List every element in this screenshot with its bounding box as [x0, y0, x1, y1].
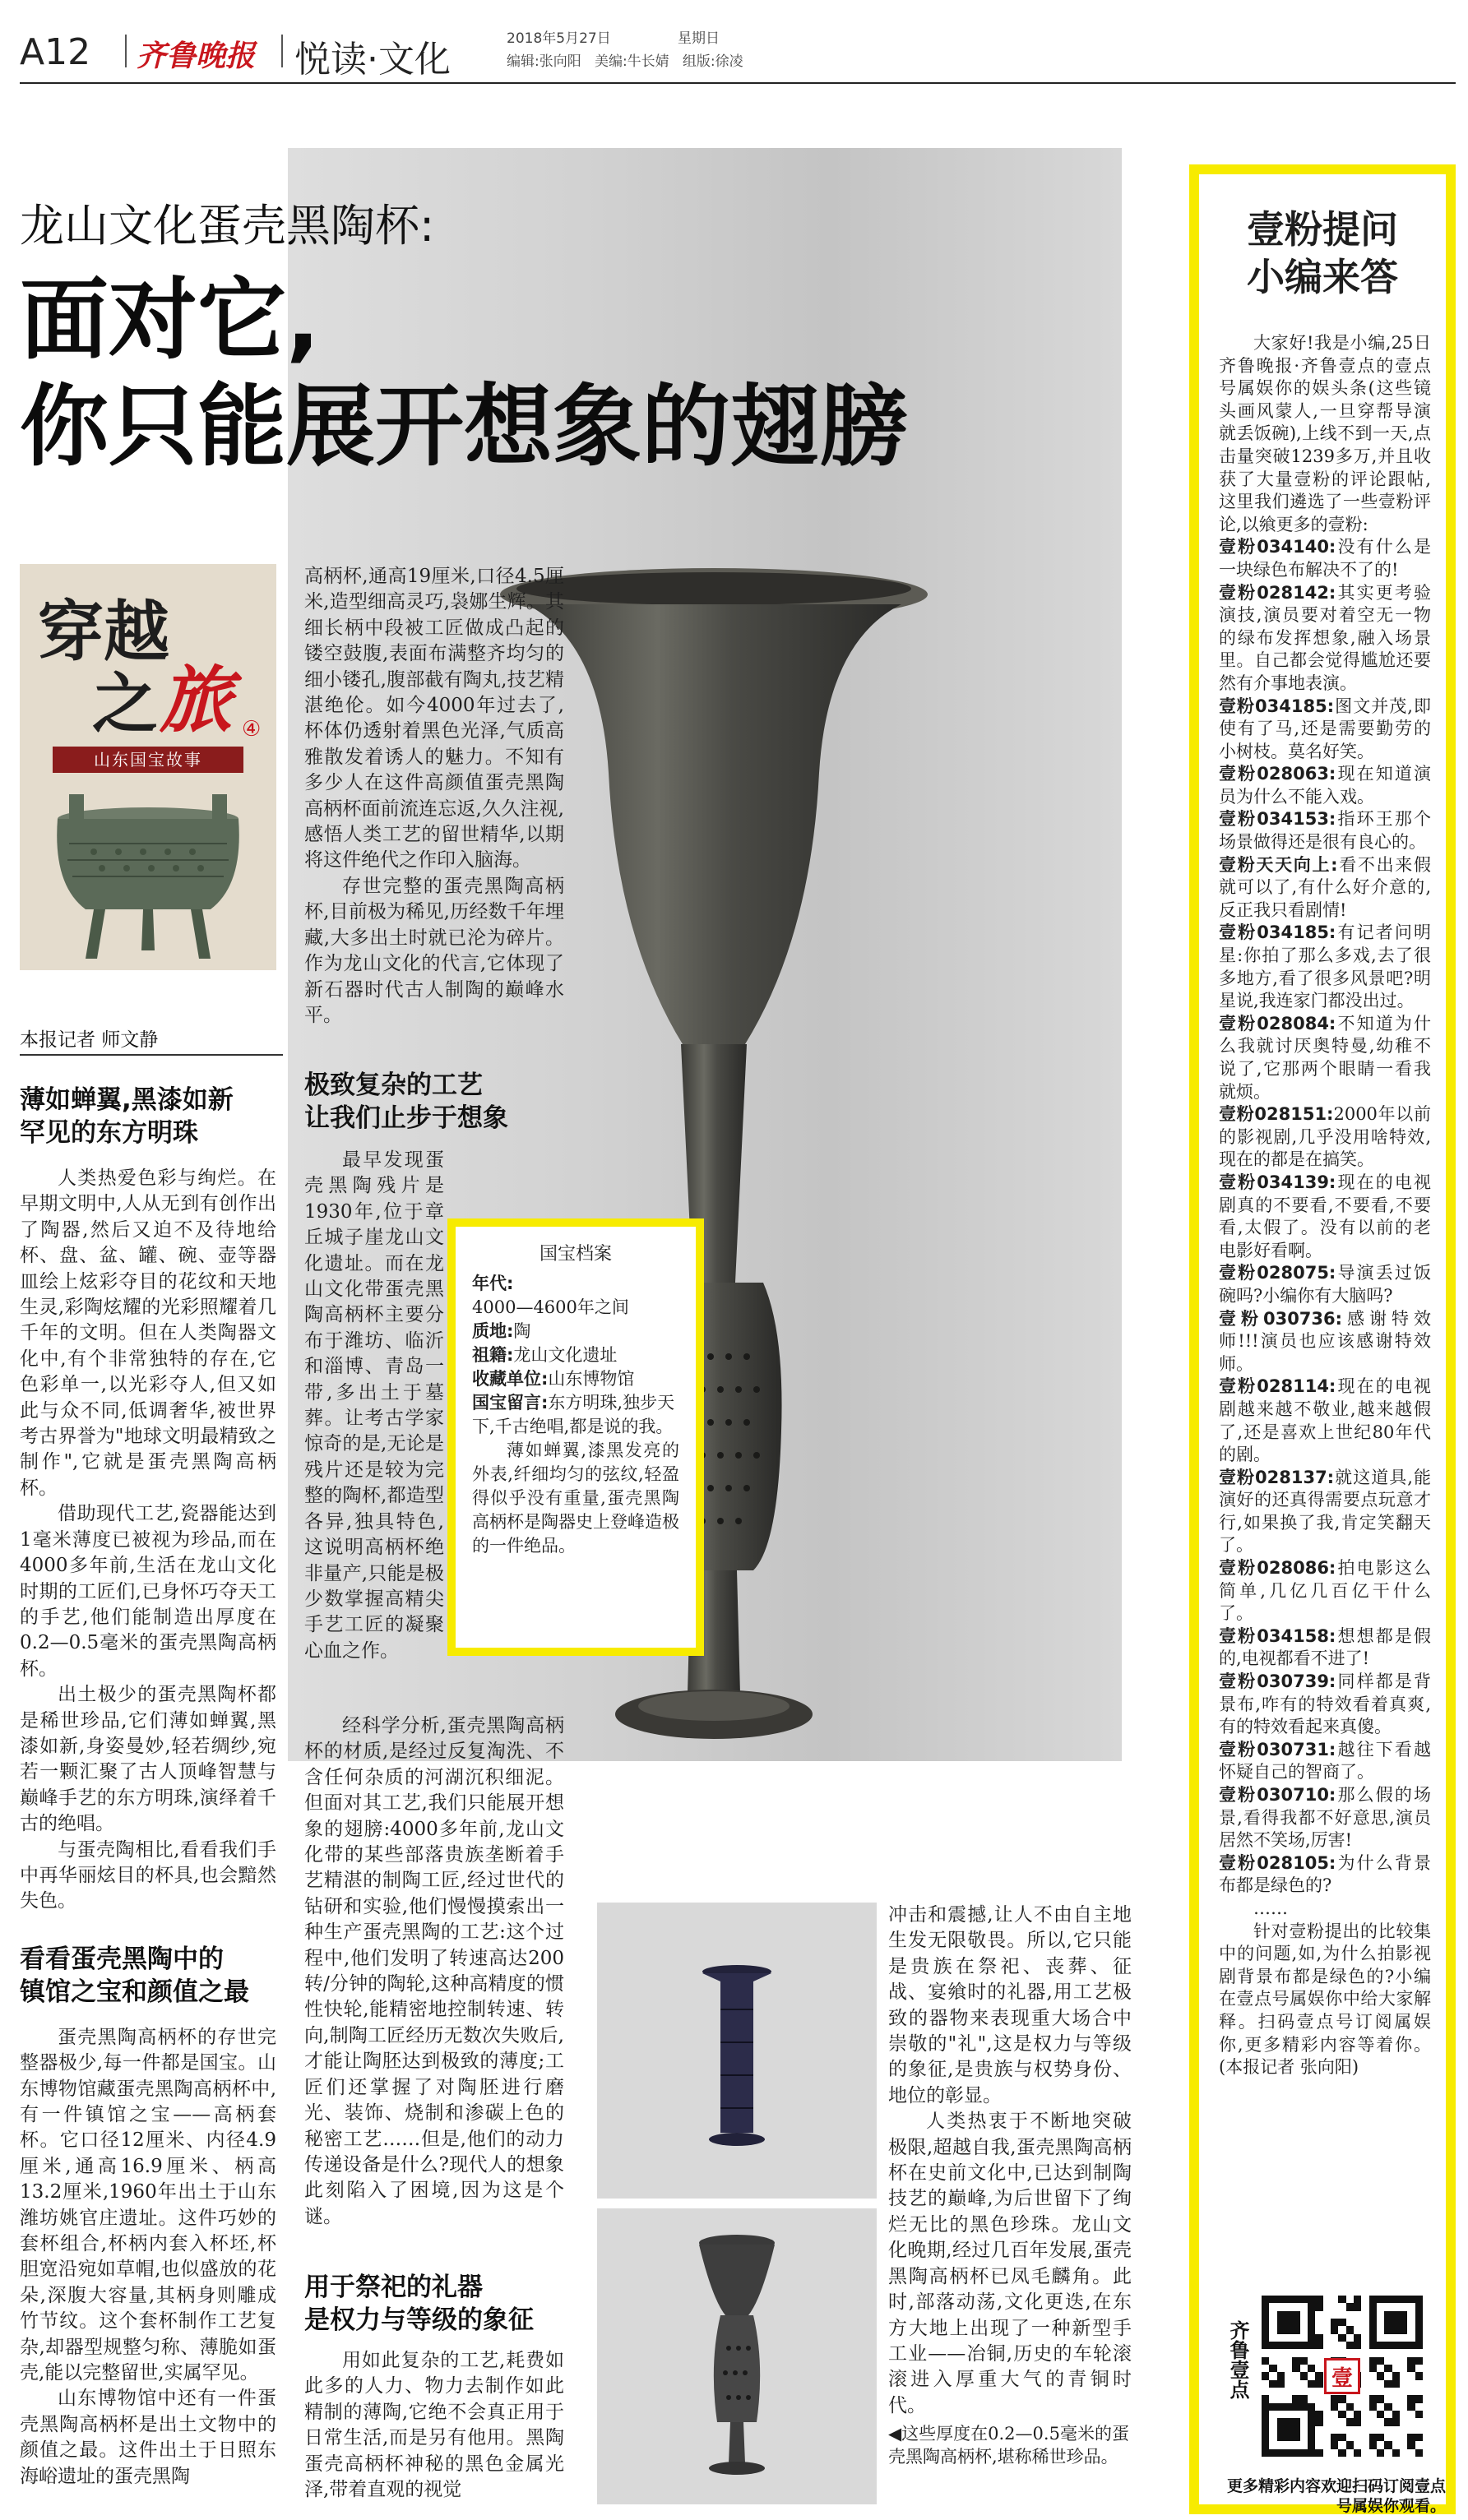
archive-row — [472, 1320, 679, 1343]
right-column — [888, 1903, 1132, 2416]
qa-item-user: 壹粉天天向上: — [1219, 854, 1338, 875]
qa-item — [1219, 1671, 1431, 1739]
qa-item — [1219, 1308, 1431, 1376]
qa-item-user: 壹粉030710: — [1219, 1785, 1336, 1805]
mid-body-2 — [304, 1148, 444, 1664]
qa-footer: 更多精彩内容欢迎扫码订阅壹点号属娱你观看。 — [1226, 2477, 1446, 2515]
qa-item-text: 为什么背景布都是绿色的? — [1219, 1852, 1432, 1896]
qa-item — [1219, 536, 1431, 581]
page-header — [20, 26, 1451, 81]
archive-row — [472, 1343, 679, 1367]
qa-item-text: 拍电影这么简单,几亿几百亿干什么了。 — [1219, 1558, 1432, 1624]
paragraph: 出土极少的蛋壳黑陶杯都是稀世珍品,它们薄如蝉翼,黑漆如新,身姿曼妙,轻若绸纱,宛若一颗汇聚了古人顶峰智慧与巅峰手艺的东方明珠,演绎着千古的绝唱。 — [20, 1684, 276, 1835]
archive-value: 东方明珠,独步天下,千古绝唱,都是说的我。 — [472, 1393, 675, 1436]
qa-item-user: 壹粉028084: — [1219, 1013, 1336, 1033]
qa-item-user: 壹粉034139: — [1219, 1172, 1336, 1192]
mid-column-narrow — [304, 1148, 444, 1723]
badge-subtitle: 山东国宝故事 — [53, 747, 243, 773]
headline-line1: 面对它, — [20, 269, 321, 372]
qa-item-user: 壹粉034185: — [1219, 922, 1336, 943]
page-number: A12 — [20, 31, 91, 73]
qa-item-user: 壹粉034140: — [1219, 537, 1336, 557]
badge-title-a: 穿越 — [38, 594, 169, 670]
badge-title-c: 旅 — [160, 657, 233, 742]
qa-item-user: 壹粉028142: — [1219, 582, 1336, 603]
small-photo-1 — [597, 1903, 877, 2199]
qa-item — [1219, 1625, 1431, 1671]
paragraph: 高柄杯,通高19厘米,口径4.5厘米,造型细高灵巧,袅娜生辉。其细长柄中段被工匠做成凸起的镂空鼓腹,表面布满整齐均匀的细小镂孔,腹部截有陶丸,技艺精湛绝伦。如今4000年过去了,杯体仍透射着黑色光泽,气质高雅散发着诱人的魅力。不知有多少人在这件高颜值蛋壳黑陶高柄杯面前流连忘返,久久注视,感悟人类工艺的留世精华,以期将这件绝代之作印入脑海。 — [304, 566, 564, 872]
mid-body-4 — [304, 2348, 564, 2503]
qr-center-logo: 壹 — [1324, 2358, 1360, 2394]
header-divider — [125, 35, 127, 67]
archive-title: 国宝档案 — [539, 1244, 612, 1265]
qa-item-text: 图文并茂,即使有了马,还是需要勤劳的小树枝。莫名好笑。 — [1219, 696, 1431, 761]
qa-item-user: 壹粉034153: — [1219, 809, 1336, 830]
qa-item — [1219, 1376, 1431, 1466]
qa-title-line2: 小编来答 — [1247, 255, 1398, 299]
qa-item — [1219, 1467, 1431, 1557]
archive-box — [447, 1218, 704, 1656]
qa-item-text: 现在知道演员为什么不能入戏。 — [1219, 764, 1432, 807]
qa-item-user: 壹粉028151: — [1219, 1104, 1334, 1125]
qa-item — [1219, 1739, 1431, 1784]
qa-item-text: 就这道具,能演好的还真得需要点玩意才行,如果换了我,肯定笑翻天了。 — [1219, 1467, 1431, 1556]
section-title: 悦读·文化 — [294, 39, 451, 81]
mid-column-end — [304, 2348, 564, 2513]
mid-body-1 — [304, 564, 564, 1029]
photo-caption: ◀这些厚度在0.2—0.5毫米的蛋壳黑陶高柄杯,堪称稀世珍品。 — [888, 2424, 1129, 2467]
qa-item — [1219, 1262, 1431, 1307]
qa-outro-text: 针对壹粉提出的比较集中的问题,如,为什么拍影视剧背景布都是绿色的?小编在壹点号属娱你中给大家解释。扫码壹点号订阅属娱你,更多精彩内容等着你。 — [1219, 1921, 1431, 2055]
qa-item-user: 壹粉028114: — [1219, 1376, 1336, 1397]
qa-item — [1219, 1557, 1431, 1625]
badge-number: ④ — [242, 717, 262, 742]
qr-side-label: 齐鲁壹点 — [1226, 2320, 1249, 2399]
header-date: 2018年5月27日 — [507, 30, 611, 47]
qa-outro-byline: (本报记者 张向阳) — [1219, 2057, 1359, 2078]
left-body — [20, 1166, 276, 1915]
header-divider — [281, 35, 283, 67]
subhead-ritual-vessel: 用于祭祀的礼器 是权力与等级的象征 — [304, 2273, 534, 2335]
qa-item — [1219, 582, 1431, 696]
subhead-thin-as-cicada: 薄如蝉翼,黑漆如新 罕见的东方明珠 — [20, 1085, 234, 1148]
badge-title-b: 之 — [92, 666, 158, 742]
left-body-2 — [20, 2025, 276, 2490]
byline: 本报记者 师文静 — [20, 1029, 159, 1051]
qa-item-user: 壹粉034158: — [1219, 1625, 1336, 1646]
qa-item — [1219, 1013, 1431, 1103]
qa-item-text: 那么假的场景,看得我都不好意思,演员居然不笑场,厉害! — [1219, 1785, 1432, 1851]
qa-item — [1219, 854, 1431, 922]
subhead-museum-treasure: 看看蛋壳黑陶中的 镇馆之宝和颜值之最 — [20, 1944, 249, 2007]
archive-row — [472, 1296, 679, 1320]
left-column — [20, 1084, 276, 2514]
mid-column-bottom — [304, 1713, 564, 2240]
qa-item — [1219, 1172, 1431, 1262]
qa-item-text: 越往下看越怀疑自己的智商了。 — [1219, 1739, 1432, 1782]
qa-item-text: 看不出来假就可以了,有什么好介意的,反正我只看剧情! — [1219, 854, 1431, 920]
qa-item-user: 壹粉028105: — [1219, 1852, 1336, 1873]
qa-item — [1219, 922, 1431, 1012]
qa-item — [1219, 1852, 1431, 1898]
archive-label: 国宝留言: — [472, 1393, 549, 1413]
archive-value: 4000—4600年之间 — [472, 1297, 629, 1317]
qa-qr-area — [1219, 2296, 1447, 2493]
archive-row — [472, 1272, 679, 1296]
qa-item-text: 没有什么是一块绿色布解决不了的! — [1219, 537, 1432, 580]
bronze-vessel-image — [20, 786, 276, 967]
qa-item-text: 同样都是背景布,咋有的特效看着真爽,有的特效看起来真傻。 — [1219, 1672, 1432, 1737]
cup-image — [597, 1903, 877, 2199]
small-photo-2 — [597, 2208, 877, 2504]
qa-item — [1219, 1784, 1431, 1852]
paragraph: 蛋壳黑陶高柄杯的存世完整器极少,每一件都是国宝。山东博物馆藏蛋壳黑陶高柄杯中,有一件镇馆之宝——高柄套杯。它口径12厘米、内径4.9厘米,通高16.9厘米、柄高13.2厘米,1960年出土于山东潍坊姚官庄遗址。这件巧妙的套杯组合,杯柄内套入杯坯,杯胆宽沿宛如草帽,也似盛放的花朵,深腹大容量,其柄身则雕成竹节纹。这个套杯制作工艺复杂,却器型规整匀称、薄脆如蛋壳,能以完整留世,实属罕见。 — [20, 2026, 276, 2384]
series-badge — [20, 564, 276, 970]
archive-note: 薄如蝉翼,漆黑发亮的外表,纤细均匀的弦纹,轻盈得似乎没有重量,蛋壳黑陶高柄杯是陶器史上登峰造极的一件绝品。 — [472, 1440, 679, 1556]
qa-item-text: 导演丢过饭碗吗?小编你有大脑吗? — [1219, 1263, 1432, 1306]
paragraph: 人类热爱色彩与绚烂。在早期文明中,人从无到有创作出了陶器,然后又迫不及待地给杯、盘、盆、罐、碗、壶等器皿绘上炫彩夺目的花纹和天地生灵,彩陶炫耀的光彩照耀着几千年的文明。但在人类陶器文化中,有个非常独特的存在,它色彩单一,以光彩夺人,但又如此与众不同,低调奢华,被世界考古界誉为"地球文明最精致之制作",它就是蛋壳黑陶高柄杯。 — [20, 1168, 276, 1499]
qa-item — [1219, 808, 1431, 853]
cup-image — [597, 2208, 877, 2504]
qa-item-user: 壹粉028075: — [1219, 1263, 1336, 1283]
qa-item-user: 壹粉030736: — [1219, 1308, 1343, 1329]
qa-item-text: 现在的电视剧真的不要看,不要看,不要看,太假了。没有以前的老电影好看啊。 — [1219, 1172, 1432, 1260]
qa-item-user: 壹粉028137: — [1219, 1467, 1335, 1487]
qa-title-line1: 壹粉提问 — [1247, 207, 1398, 252]
archive-label: 收藏单位: — [472, 1369, 549, 1389]
paper-logo: 齐鲁晚报 — [137, 39, 256, 73]
qa-item-text: 想想都是假的,电视都看不进了! — [1219, 1625, 1432, 1669]
paragraph: 经科学分析,蛋壳黑陶高柄杯的材质,是经过反复淘洗、不含任何杂质的河湖沉积细泥。但面对其工艺,我们只能展开想象的翅膀:4000多年前,龙山文化带的某些部落贵族垄断着手艺精湛的制陶工匠,经过世代的钻研和实验,他们慢慢摸索出一种生产蛋壳黑陶的工艺:这个过程中,他们发明了转速高达200转/分钟的陶轮,这种高精度的惯性快轮,能精密地控制转速、转向,制陶工匠经历无数次失败后,才能让陶胚达到极致的薄度;工匠们还掌握了对陶胚进行磨光、装饰、烧制和渗碳上色的秘密工艺……但是,他们的动力传递设备是什么?现代人的想象此刻陷入了困境,因为这是个谜。 — [304, 1715, 564, 2227]
qa-item-text: 指环王那个场景做得还是很有良心的。 — [1219, 809, 1432, 853]
paragraph: 冲击和震撼,让人不由自主地生发无限敬畏。所以,它只能是贵族在祭祀、丧葬、征战、宴飨时的礼器,用工艺极致的器物来表现重大场合中崇敬的"礼",这是权力与等级的象征,是贵族与权势身份、地位的彰显。 — [888, 1904, 1132, 2106]
qa-item-user: 壹粉030739: — [1219, 1672, 1336, 1692]
header-rule — [20, 82, 1456, 84]
paragraph: 存世完整的蛋壳黑陶高柄杯,目前极为稀见,历经数千年埋藏,大多出土时就已沦为碎片。作为龙山文化的代言,它体现了新石器时代古人制陶的巅峰水平。 — [304, 875, 564, 1026]
qa-ellipsis: …… — [1253, 1898, 1288, 1918]
archive-value: 陶 — [513, 1321, 531, 1341]
qa-body — [1199, 332, 1446, 2079]
qa-intro: 大家好!我是小编,25日齐鲁晚报·齐鲁壹点的壹点号属娱你的娱头条(这些镜头画风蒙人,一旦穿帮导演就丢饭碗),上线不到一天,点击量突破1239多万,并且收获了大量壹粉的评论跟帖,这里我们遴选了一些壹粉评论,以飨更多的壹粉: — [1219, 333, 1431, 534]
right-body — [888, 1903, 1132, 2419]
archive-row — [472, 1391, 679, 1439]
qa-item — [1219, 696, 1431, 764]
qa-list — [1219, 536, 1431, 1898]
archive-value: 龙山文化遗址 — [513, 1345, 618, 1365]
qa-outro — [1219, 1921, 1431, 2079]
archive-row — [472, 1367, 679, 1391]
archive-label: 祖籍: — [472, 1345, 514, 1365]
qa-box — [1189, 164, 1456, 2514]
qa-item-user: 壹粉028086: — [1219, 1558, 1336, 1579]
mid-body-3 — [304, 1713, 564, 2230]
archive-label: 质地: — [472, 1321, 514, 1341]
paragraph: 用如此复杂的工艺,耗费如此多的人力、物力去制作如此精制的薄陶,它绝不会真正用于日常生活,而是另有他用。黑陶蛋壳高柄杯神秘的黑色金属光泽,带着直观的视觉 — [304, 2350, 564, 2501]
header-weekday: 星期日 — [678, 30, 720, 47]
qa-item-text: 其实更考验演技,演员要对着空无一物的绿布发挥想象,融入场景里。自己都会觉得尴尬还要然有介事地表演。 — [1219, 582, 1432, 693]
qa-item-text: 有记者问明星:你拍了那么多戏,去了很多地方,看了很多风景吧?明星说,我连家门都没出过。 — [1219, 922, 1432, 1011]
mid-column-top — [304, 564, 564, 1074]
subhead-complex-craft: 极致复杂的工艺 让我们止步于想象 — [304, 1070, 508, 1133]
qa-item-text: 感谢特效师!!!演员也应该感谢特效师。 — [1219, 1308, 1431, 1374]
headline-kicker: 龙山文化蛋壳黑陶杯: — [20, 200, 435, 252]
qa-item-user: 壹粉028063: — [1219, 764, 1336, 784]
paragraph: 最早发现蛋壳黑陶残片是1930年,位于章丘城子崖龙山文化遗址。而在龙山文化带蛋壳黑陶高柄杯主要分布于潍坊、临沂和淄博、青岛一带,多出土于墓葬。让考古学家惊奇的是,无论是残片还是较为完整的陶杯,都造型各异,独具特色,这说明高柄杯绝非量产,只能是极少数掌握高精尖手艺工匠的凝聚心血之作。 — [304, 1149, 444, 1662]
qa-item-text: 2000年以前的影视剧,几乎没用啥特效,现在的都是在搞笑。 — [1219, 1104, 1431, 1170]
qa-item — [1219, 1103, 1431, 1172]
archive-label: 年代: — [472, 1274, 514, 1293]
byline-rule — [20, 1054, 283, 1056]
paragraph: 借助现代工艺,瓷器能达到1毫米薄度已被视为珍品,而在4000多年前,生活在龙山文化时期的工匠们,已身怀巧夺天工的手艺,他们能制造出厚度在0.2—0.5毫米的蛋壳黑陶高柄杯。 — [20, 1503, 276, 1680]
qa-item-text: 现在的电视剧越来越不敬业,越来越假了,还是喜欢上世纪80年代的剧。 — [1219, 1376, 1432, 1465]
qa-item — [1219, 763, 1431, 808]
archive-value: 山东博物馆 — [548, 1369, 635, 1389]
qa-item-text: 不知道为什么我就讨厌奥特曼,幼稚不说了,它那两个眼睛一看我就烦。 — [1219, 1013, 1432, 1102]
paragraph: 与蛋壳陶相比,看看我们手中再华丽炫目的杯具,也会黯然失色。 — [20, 1838, 276, 1912]
qa-item-user: 壹粉030731: — [1219, 1739, 1336, 1759]
headline-line2: 你只能展开想象的翅膀 — [20, 376, 909, 479]
header-credits: 编辑:张向阳 美编:牛长婧 组版:徐凌 — [507, 53, 743, 70]
paragraph: 山东博物馆中还有一件蛋壳黑陶高柄杯是出土文物中的颜值之最。这件出土于日照东海峪遗址的蛋壳黑陶 — [20, 2388, 276, 2487]
paragraph: 人类热衷于不断地突破极限,超越自我,蛋壳黑陶高柄杯在史前文化中,已达到制陶技艺的巅峰,为后世留下了绚烂无比的黑色珍珠。龙山文化晚期,经过几百年发展,蛋壳黑陶高柄杯已凤毛麟角。此时,部落动荡,文化更迭,在东方大地上出现了一种新型手工业——冶铜,历史的车轮滚滚进入厚重大气的青铜时代。 — [888, 2111, 1132, 2416]
qa-item-user: 壹粉034185: — [1219, 696, 1335, 716]
